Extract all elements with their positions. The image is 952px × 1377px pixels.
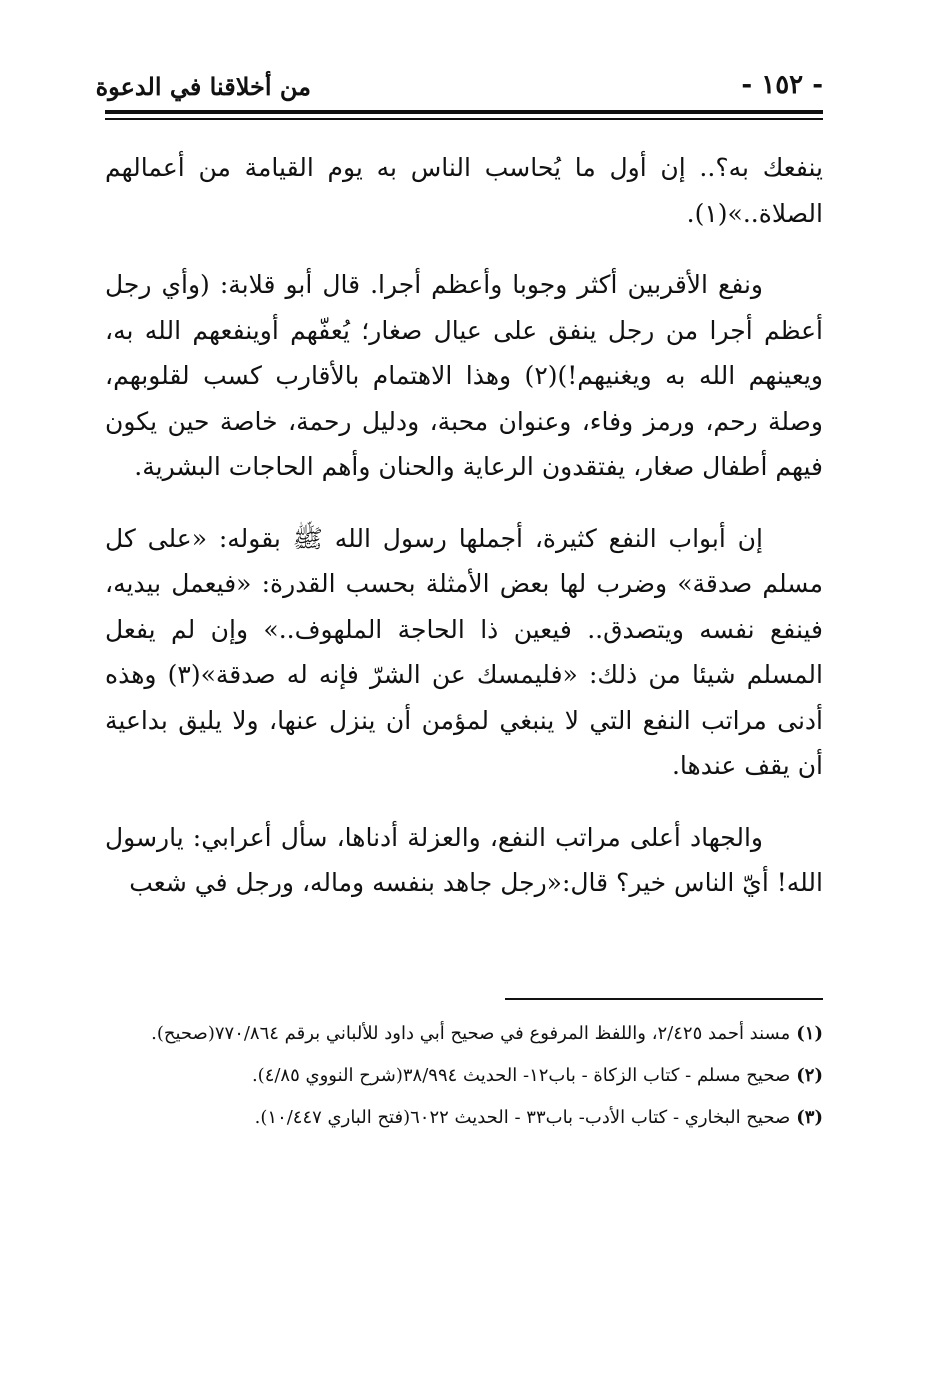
footnote-separator (505, 998, 823, 1000)
header-rule-thick (105, 110, 823, 114)
footnote-text: صحيح البخاري - كتاب الأدب- باب٣٣ - الحديث ٦٠٢٢(فتح الباري ١٠/٤٤٧). (254, 1107, 791, 1128)
paragraph-2: ونفع الأقربين أكثر وجوبا وأعظم أجرا. قال أبو قلابة: (وأي رجل أعظم أجرا من رجل ينفق على عيال صغار؛ يُعفّهم أوينفعهم الله به، ويعينهم الله به ويغنيهم!)(٢) وهذا الاهتمام بالأقارب كسب لقلوبهم، وصلة رحم، ورمز وفاء، وعنوان محبة، ودليل رحمة، خاصة حين يكون فيهم أطفال صغار، يفتقدون الرعاية والحنان وأهم الحاجات البشرية. (105, 270, 823, 481)
header-rule-thin (105, 118, 823, 120)
footnote-number: (١) (796, 1023, 823, 1044)
footnote-number: (٣) (796, 1107, 823, 1128)
running-title: من أخلاقنا في الدعوة (95, 72, 311, 101)
footnote-text: صحيح مسلم - كتاب الزكاة - باب١٢- الحديث ٣٨/٩٩٤(شرح النووي ٤/٨٥). (251, 1065, 791, 1086)
footnote-1 (105, 1015, 823, 1053)
footnote-3 (105, 1099, 823, 1137)
paragraph-1: ينفعك به؟.. إن أول ما يُحاسب الناس به يوم القيامة من أعمالهم الصلاة..»(١). (105, 153, 823, 228)
paragraph-3: إن أبواب النفع كثيرة، أجملها رسول الله ﷺ بقوله: «على كل مسلم صدقة» وضرب لها بعض الأمثلة بحسب القدرة: «فيعمل بيديه، فينفع نفسه ويتصدق.. فيعين ذا الحاجة الملهوف..» وإن لم يفعل المسلم شيئا من ذلك: «فليمسك عن الشرّ فإنه له صدقة»(٣) وهذه أدنى مراتب النفع التي لا ينبغي لمؤمن أن ينزل عنها، ولا يليق بداعية أن يقف عندها. (105, 523, 823, 780)
book-page (95, 70, 823, 1350)
footnote-number: (٢) (796, 1065, 823, 1086)
page-number: - ١٥٢ - (741, 70, 823, 100)
page-header (95, 70, 823, 106)
footnote-text: مسند أحمد ٢/٤٢٥، واللفظ المرفوع في صحيح أبي داود للألباني برقم ٧٧٠/٨٦٤(صحيح). (151, 1023, 791, 1044)
footnote-2 (105, 1057, 823, 1095)
paragraph-4: والجهاد أعلى مراتب النفع، والعزلة أدناها، سأل أعرابي: يارسول الله! أيّ الناس خير؟ قال:«رجل جاهد بنفسه وماله، ورجل في شعب (105, 822, 823, 897)
body-text (105, 145, 823, 932)
footnotes (105, 1015, 823, 1141)
